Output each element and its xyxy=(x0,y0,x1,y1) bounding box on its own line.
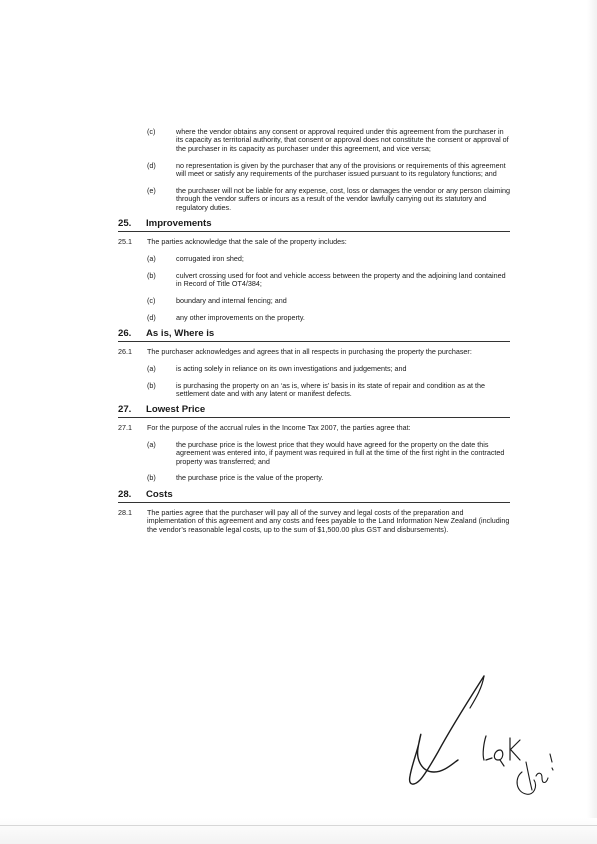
clause-text: The parties agree that the purchaser will pay all of the survey and legal costs of the preparation and implementation of this agreement and any costs and fees payable to the Land Information New Zealand (including the vendor’s reasonable legal costs, up to the sum of $1,500.00 plus GST and disbursements). xyxy=(147,507,510,534)
item-label: (c) xyxy=(147,127,156,136)
clause-number: 28.1 xyxy=(118,507,132,517)
item-label: (d) xyxy=(147,312,156,322)
clause-text: The parties acknowledge that the sale of the property includes: xyxy=(147,237,347,247)
list-item xyxy=(118,314,510,322)
item-text: where the vendor obtains any consent or approval required under this agreement from the purchaser in its capacity as territorial authority, that consent or approval does not constitute the consent or approval of the purchaser in its capacity as purchaser under this agreement, and vice versa; xyxy=(176,127,509,153)
section-number: 28. xyxy=(118,488,132,500)
clause-number: 26.1 xyxy=(118,347,132,357)
section-title: As is, Where is xyxy=(146,328,215,340)
clause xyxy=(118,348,510,356)
document-body xyxy=(118,128,510,542)
clause-number: 25.1 xyxy=(118,237,132,247)
item-label: (a) xyxy=(147,253,156,263)
list-item xyxy=(118,272,510,289)
clause-text: For the purpose of the accrual rules in the Income Tax 2007, the parties agree that: xyxy=(147,423,411,433)
item-label: (b) xyxy=(147,380,156,390)
clause xyxy=(118,509,510,534)
item-label: (c) xyxy=(147,295,156,305)
scan-line xyxy=(0,825,597,826)
clause-text: The purchaser acknowledges and agrees that in all respects in purchasing the property the purchaser: xyxy=(147,347,472,357)
list-item xyxy=(118,297,510,305)
list-item xyxy=(118,255,510,263)
section-heading xyxy=(118,404,510,418)
list-item xyxy=(118,162,510,179)
list-item xyxy=(118,474,510,482)
item-text: culvert crossing used for foot and vehicle access between the property and the adjoining land contained in Record of Title OT4/384; xyxy=(176,270,506,288)
clause-number: 27.1 xyxy=(118,423,132,433)
scan-edge-bottom xyxy=(0,818,597,844)
clause xyxy=(118,424,510,432)
item-label: (a) xyxy=(147,439,156,449)
item-text: boundary and internal fencing; and xyxy=(176,295,287,305)
section-number: 27. xyxy=(118,404,132,416)
list-item xyxy=(118,382,510,399)
item-text: the purchase price is the lowest price that they would have agreed for the property on the date this agreement was entered into, if payment was required in full at the time of the first right in the contracted property was transferred; and xyxy=(176,439,505,466)
clause xyxy=(118,238,510,246)
section-number: 25. xyxy=(118,218,132,230)
item-text: the purchase price is the value of the property. xyxy=(176,473,324,483)
section-heading xyxy=(118,328,510,342)
item-label: (e) xyxy=(147,186,156,196)
item-label: (b) xyxy=(147,473,156,483)
list-item xyxy=(118,187,510,212)
signature-initials-3 xyxy=(512,748,558,804)
section-title: Lowest Price xyxy=(146,404,206,416)
scan-edge xyxy=(587,0,597,844)
section-heading xyxy=(118,489,510,503)
item-label: (a) xyxy=(147,363,156,373)
item-text: no representation is given by the purchaser that any of the provisions or requirements of this agreement will meet or satisfy any requirements of the purchaser issued pursuant to its regulatory functions; and xyxy=(176,160,506,179)
list-item xyxy=(118,128,510,153)
list-item xyxy=(118,441,510,466)
section-heading xyxy=(118,218,510,232)
item-text: corrugated iron shed; xyxy=(176,253,244,263)
list-item xyxy=(118,365,510,373)
item-text: is acting solely in reliance on its own investigations and judgements; and xyxy=(176,363,407,373)
item-label: (b) xyxy=(147,270,156,280)
item-label: (d) xyxy=(147,160,156,170)
section-title: Improvements xyxy=(146,218,212,230)
section-title: Costs xyxy=(146,488,173,500)
section-number: 26. xyxy=(118,328,132,340)
item-text: the purchaser will not be liable for any expense, cost, loss or damages the vendor or any person claiming through the vendor suffers or incurs as a result of the vendor lawfully carrying out its statutory and regulatory duties. xyxy=(176,186,511,212)
item-text: any other improvements on the property. xyxy=(176,312,305,322)
item-text: is purchasing the property on an ‘as is, where is’ basis in its state of repair and condition as at the settlement date and with any latent or manifest defects. xyxy=(176,380,485,398)
